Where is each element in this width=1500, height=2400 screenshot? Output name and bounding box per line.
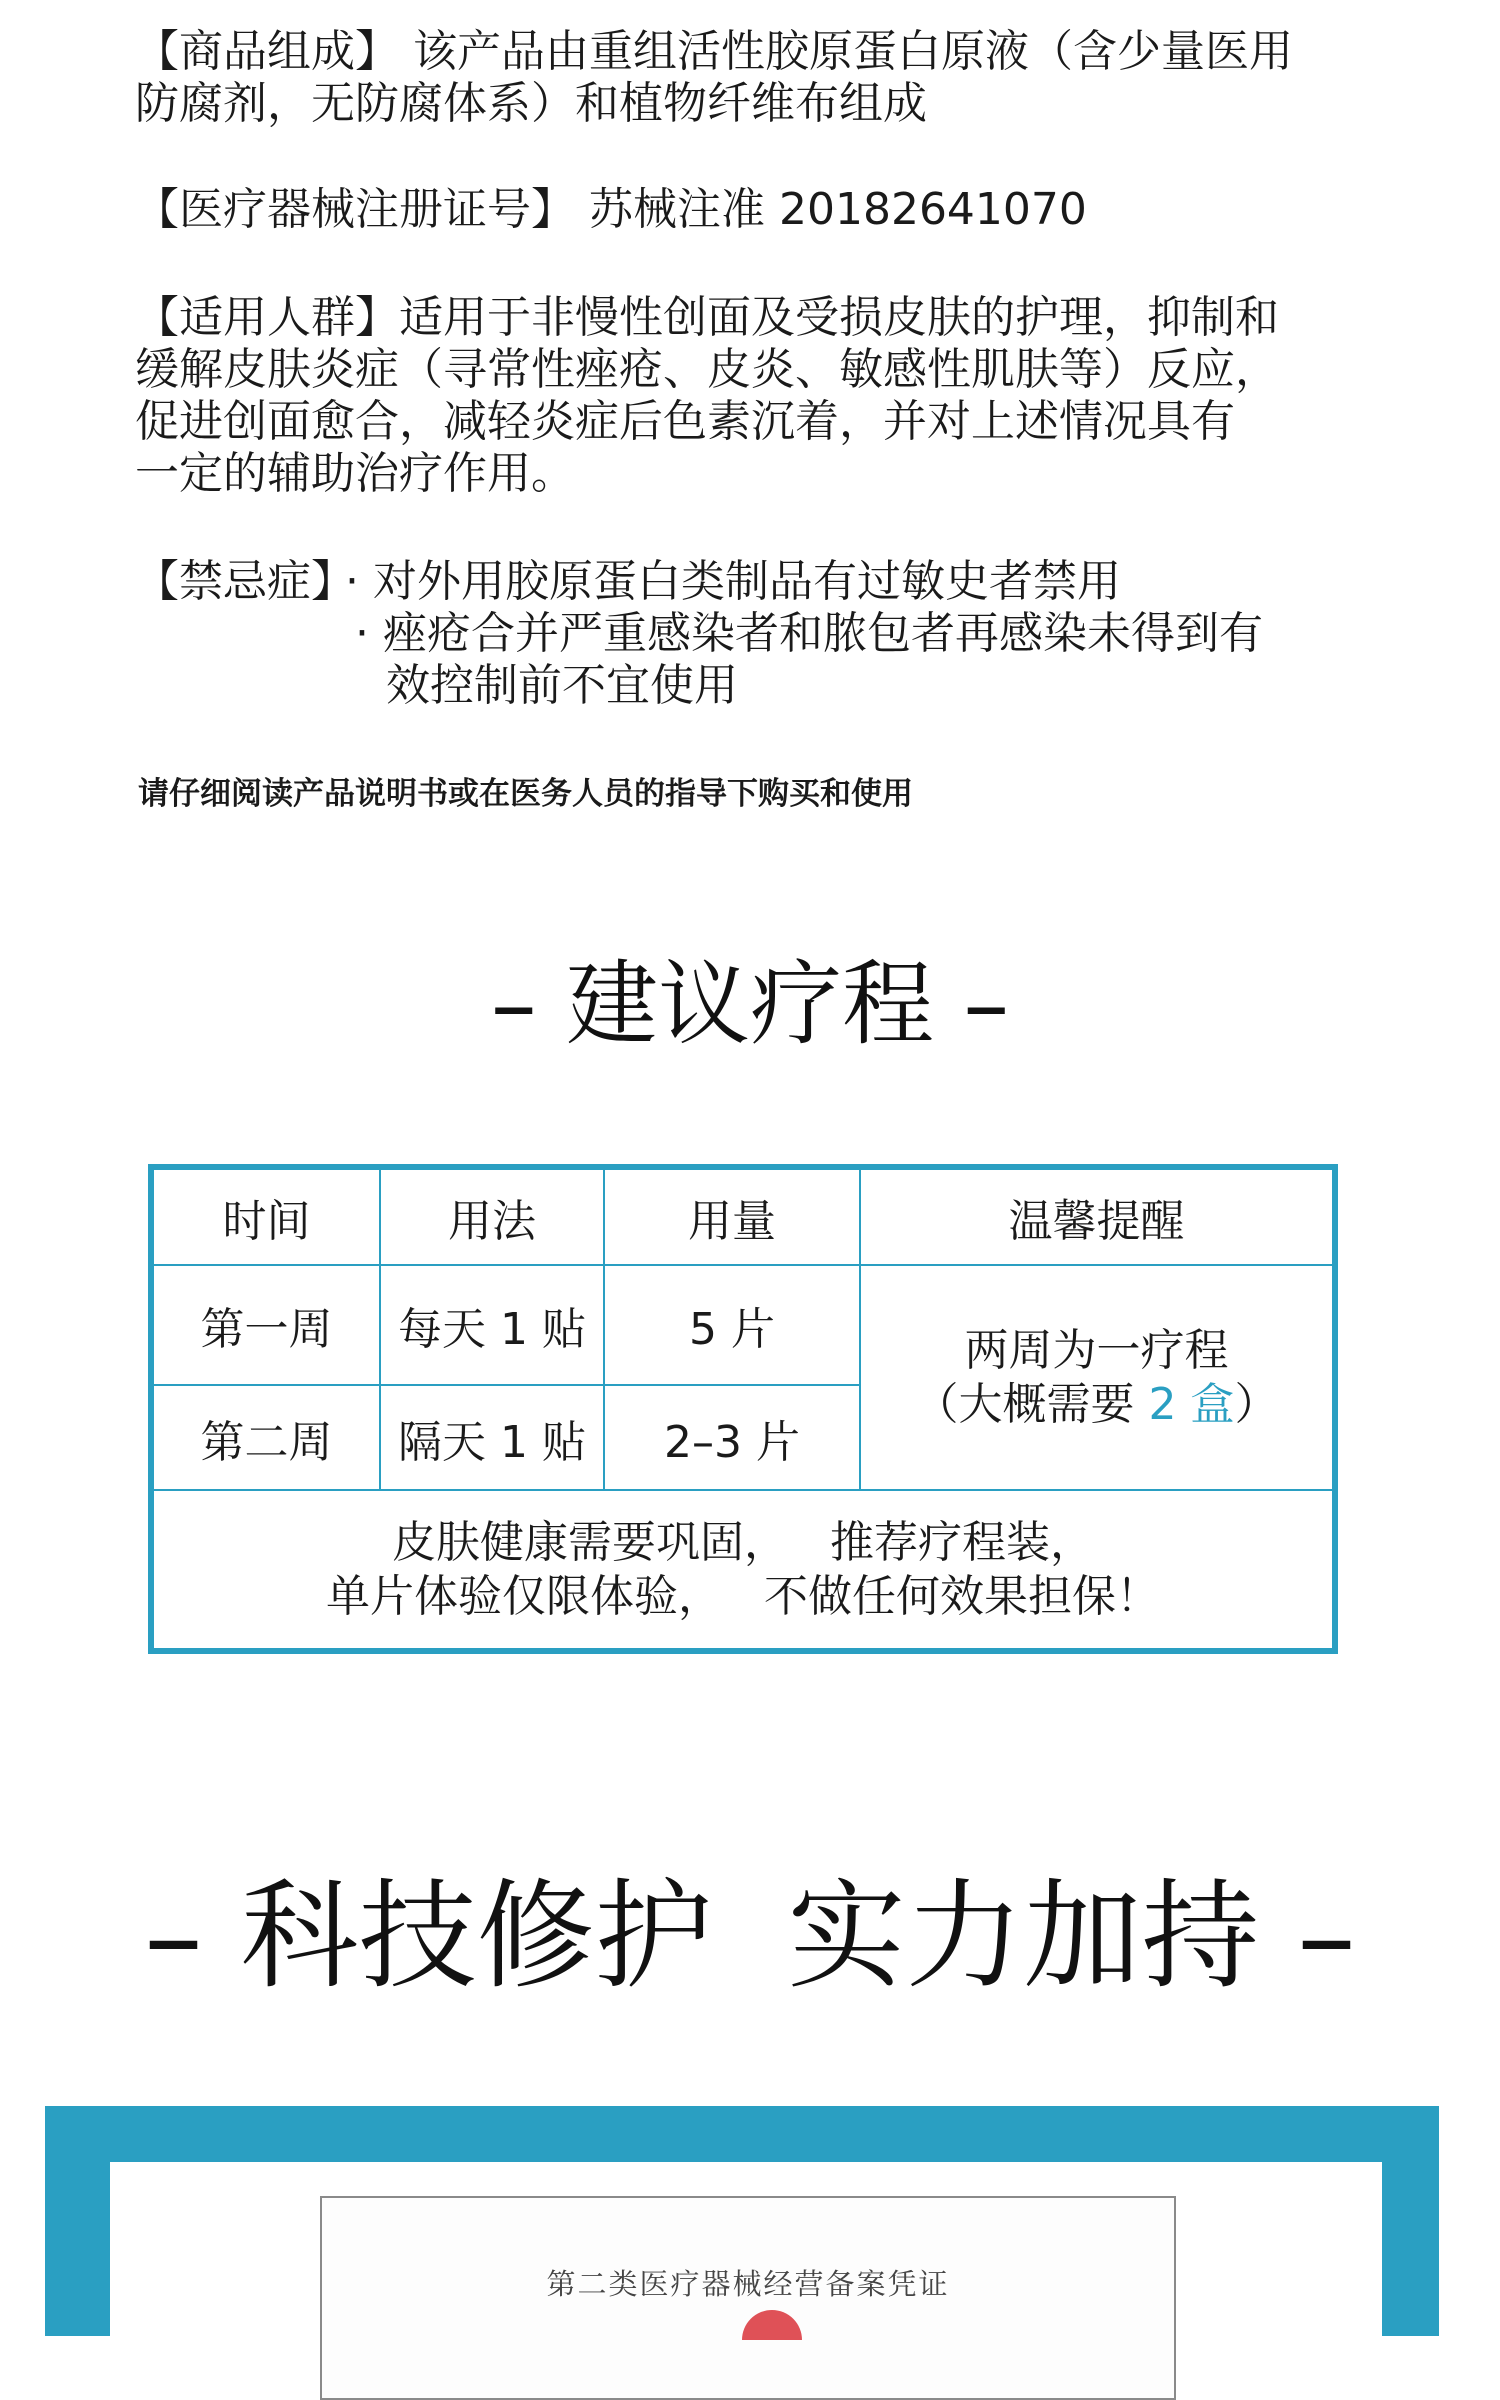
registration-number: 【医疗器械注册证号】 苏械注准 20182641070 (135, 184, 1087, 235)
composition-line: 防腐剂，无防腐体系）和植物纤维布组成 (135, 78, 927, 129)
contraindication-item: 效控制前不宜使用 (386, 660, 738, 711)
applicable-section (135, 292, 1345, 500)
table-footer-row (154, 1490, 1332, 1648)
header-time: 时间 (154, 1170, 380, 1265)
row-time: 第二周 (154, 1385, 380, 1490)
reminder-line: 两周为一疗程 (964, 1324, 1229, 1376)
header-reminder: 温馨提醒 (860, 1170, 1332, 1265)
footer-line: 单片体验仅限体验， 不做任何效果担保！ (326, 1570, 1160, 1622)
composition-line: 【商品组成】 该产品由重组活性胶原蛋白原液（含少量医用 (135, 26, 1293, 77)
applicable-line: 促进创面愈合，减轻炎症后色素沉着，并对上述情况具有 (135, 396, 1235, 447)
tech-title (0, 1866, 1500, 2006)
reminder-suffix: ） (1234, 1378, 1279, 1430)
header-usage: 用法 (380, 1170, 604, 1265)
reminder-prefix: （大概需要 (914, 1378, 1149, 1430)
table-header-row (154, 1170, 1332, 1265)
applicable-line: 一定的辅助治疗作用。 (135, 448, 575, 499)
row-usage: 每天 1 贴 (380, 1265, 604, 1385)
contraindication-label: 【禁忌症】 (135, 556, 355, 607)
row-usage: 隔天 1 贴 (380, 1385, 604, 1490)
seal-icon (742, 2310, 802, 2340)
course-title-text: – 建议疗程 – (490, 951, 1010, 1058)
certificate-title: 第二类医疗器械经营备案凭证 (546, 2267, 950, 2301)
row-time: 第一周 (154, 1265, 380, 1385)
row-amount: 5 片 (604, 1265, 860, 1385)
applicable-line: 【适用人群】适用于非慢性创面及受损皮肤的护理，抑制和 (135, 292, 1279, 343)
reminder-line (861, 1378, 1332, 1432)
contraindication-item: · 对外用胶原蛋白类制品有过敏史者禁用 (345, 556, 1121, 607)
registration-section (135, 184, 1345, 236)
composition-section (135, 26, 1345, 130)
contraindication-item: · 痤疮合并严重感染者和脓包者再感染未得到有 (355, 608, 1263, 659)
table-row (154, 1265, 1332, 1385)
course-table (148, 1164, 1338, 1654)
reminder-highlight: 2 盒 (1148, 1378, 1235, 1430)
reminder-cell (860, 1265, 1332, 1490)
course-title (0, 950, 1500, 1060)
tech-title-text: – 科技修护 实力加持 – (143, 1867, 1357, 2005)
row-amount: 2–3 片 (604, 1385, 860, 1490)
header-amount: 用量 (604, 1170, 860, 1265)
table-footer (154, 1490, 1332, 1648)
certificate-document (320, 2196, 1176, 2400)
purchase-notice: 请仔细阅读产品说明书或在医务人员的指导下购买和使用 (138, 776, 913, 812)
footer-line: 皮肤健康需要巩固， 推荐疗程装， (392, 1516, 1094, 1568)
applicable-line: 缓解皮肤炎症（寻常性痤疮、皮炎、敏感性肌肤等）反应， (135, 344, 1279, 395)
